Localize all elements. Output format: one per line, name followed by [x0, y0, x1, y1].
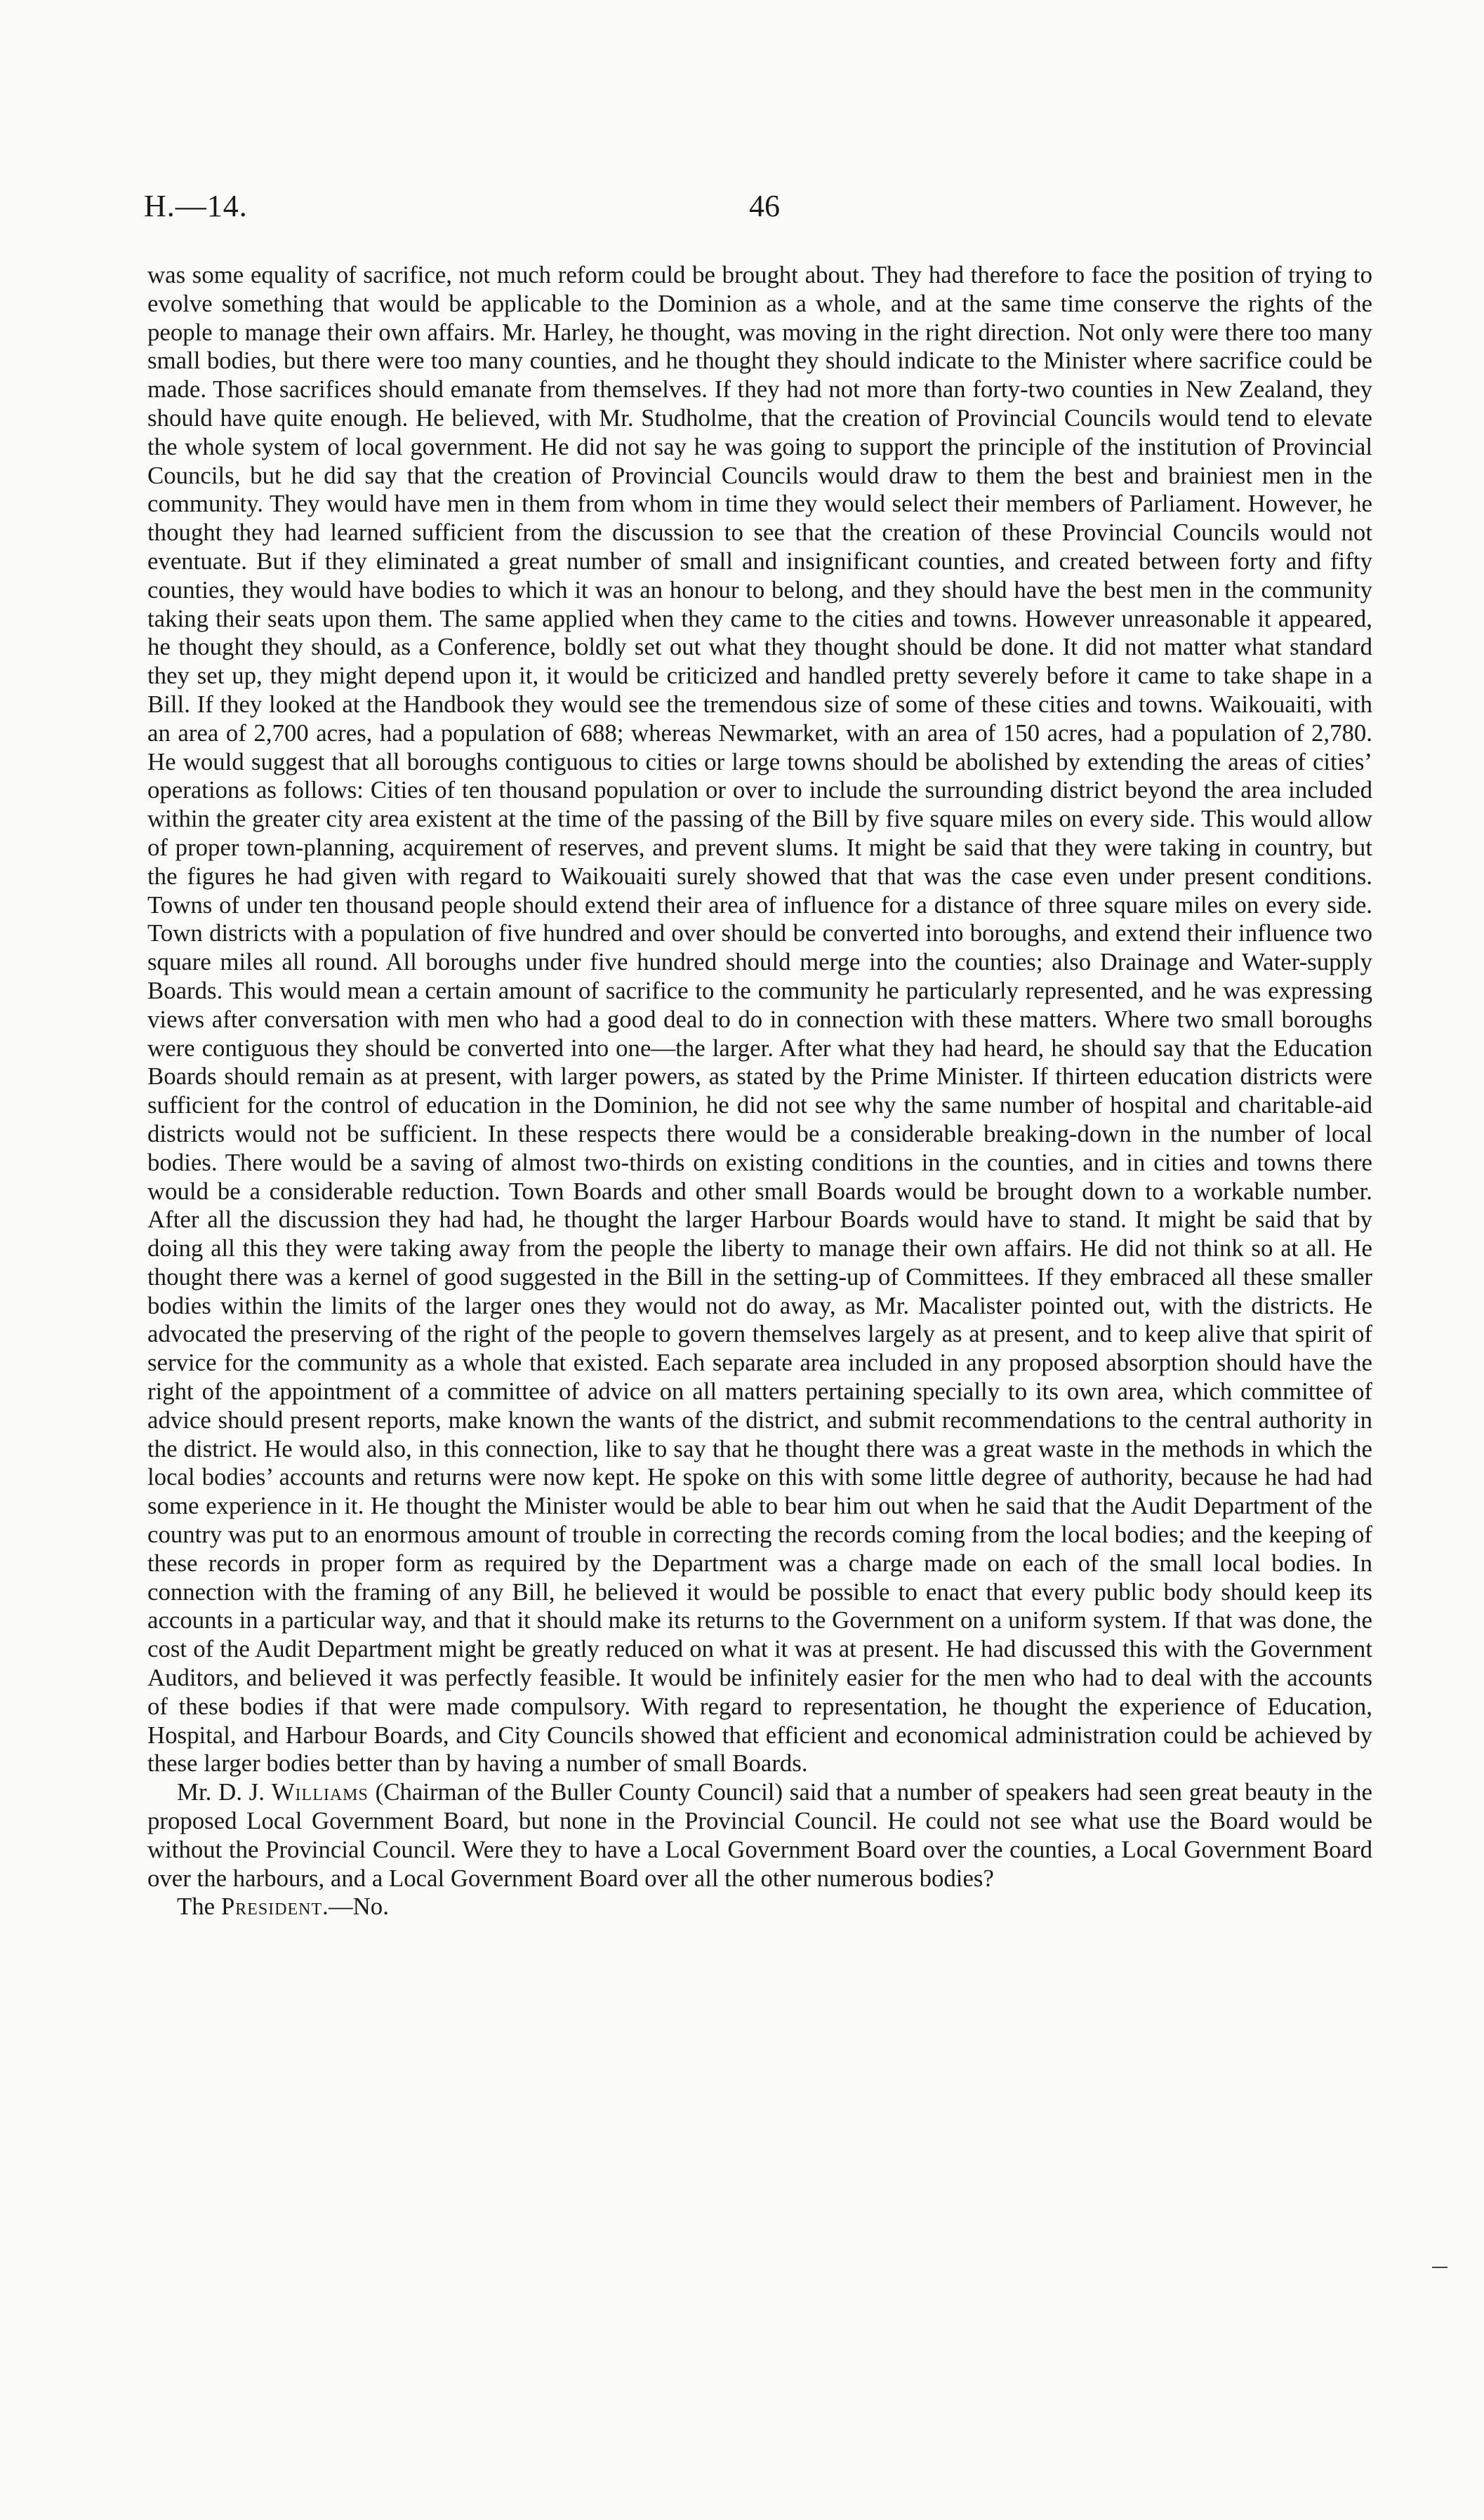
speech-text: (Chairman of the Buller County Council) said that a number of speakers had seen great beauty in the proposed Local Government Board, but none in the Provincial Council. He could not see what use the Board would be without the Provincial Council. Were they to have a Local Government Board over the counties, a Local Government Board over the harbours, and a Local Government Board over all the other numerous bodies? — [147, 1778, 1372, 1892]
speaker-name: Williams — [271, 1778, 369, 1806]
speaker-name: President — [220, 1893, 323, 1921]
page-number: 46 — [749, 189, 780, 223]
body-text — [147, 261, 1372, 1921]
speaker-prefix: The — [177, 1893, 221, 1921]
paragraph-president — [147, 1893, 1372, 1921]
speaker-prefix: Mr. D. J. — [177, 1778, 272, 1806]
page-header — [144, 188, 1365, 244]
document-reference: H.—14. — [144, 189, 248, 223]
paragraph-williams — [147, 1778, 1372, 1893]
margin-mark — [1432, 2267, 1447, 2268]
paragraph-continued: was some equality of sacrifice, not much reform could be brought about. They had therefore to face the position of trying to evolve something that would be applicable to the Dominion as a whole, and at the same time conserve the rights of the people to manage their own affairs. Mr. Harley, he thought, was moving in the right direction. Not only were there too many small bodies, but there were too many counties, and he thought they should indicate to the Minister where sacrifice could be made. Those sacrifices should emanate from themselves. If they had not more than forty-two counties in New Zealand, they should have quite enough. He believed, with Mr. Studholme, that the creation of Provincial Councils would tend to elevate the whole system of local government. He did not say he was going to support the principle of the institution of Provincial Councils, but he did say that the creation of Provincial Councils would draw to them the best and brainiest men in the community. They would have men in them from whom in time they would select their members of Parliament. However, he thought they had learned sufficient from the discussion to see that the creation of these Provincial Councils would not eventuate. But if they eliminated a great number of small and insignificant counties, and created between forty and fifty counties, they would have bodies to which it was an honour to belong, and they should have the best men in the community taking their seats upon them. The same applied when they came to the cities and towns. However unreasonable it appeared, he thought they should, as a Conference, boldly set out what they thought should be done. It did not matter what standard they set up, they might depend upon it, it would be criticized and handled pretty severely before it came to take shape in a Bill. If they looked at the Handbook they would see the tremendous size of some of these cities and towns. Waikouaiti, with an area of 2,700 acres, had a population of 688; whereas Newmarket, with an area of 150 acres, had a population of 2,780. He would suggest that all boroughs contiguous to cities or large towns should be abolished by extending the areas of cities’ operations as follows: Cities of ten thousand population or over to include the surrounding district beyond the area included within the greater city area existent at the time of the passing of the Bill by five square miles on every side. This would allow of proper town-planning, acquirement of reserves, and prevent slums. It might be said that they were taking in country, but the figures he had given with regard to Waikouaiti surely showed that that was the case even under present conditions. Towns of under ten thousand people should extend their area of influence for a distance of three square miles on every side. Town districts with a population of five hundred and over should be converted into boroughs, and extend their influence two square miles all round. All boroughs under five hundred should merge into the counties; also Drainage and Water-supply Boards. This would mean a certain amount of sacrifice to the community he particularly represented, and he was expressing views after conversation with men who had a good deal to do in connection with these matters. Where two small boroughs were contiguous they should be converted into one—the larger. After what they had heard, he should say that the Education Boards should remain as at present, with larger powers, as stated by the Prime Minister. If thirteen education districts were sufficient for the control of education in the Dominion, he did not see why the same number of hospital and charitable-aid districts would not be sufficient. In these respects there would be a considerable breaking-down in the number of local bodies. There would be a saving of almost two-thirds on existing conditions in the counties, and in cities and towns there would be a considerable reduction. Town Boards and other small Boards would be brought down to a workable number. After all the discussion they had had, he thought the larger Harbour Boards would have to stand. It might be said that by doing all this they were taking away from the people the liberty to manage their own affairs. He did not think so at all. He thought there was a kernel of good suggested in the Bill in the setting-up of Committees. If they embraced all these smaller bodies within the limits of the larger ones they would not do away, as Mr. Macalister pointed out, with the districts. He advocated the preserving of the right of the people to govern themselves largely as at present, and to keep alive that spirit of service for the community as a whole that existed. Each separate area included in any proposed absorption should have the right of the appointment of a committee of advice on all matters pertaining specially to its own area, which committee of advice should present reports, make known the wants of the district, and submit recommendations to the central authority in the district. He would also, in this connection, like to say that he thought there was a great waste in the methods in which the local bodies’ accounts and returns were now kept. He spoke on this with some little degree of authority, because he had had some experience in it. He thought the Minister would be able to bear him out when he said that the Audit Department of the country was put to an enormous amount of trouble in correcting the records coming from the local bodies; and the keeping of these records in proper form as required by the Department was a charge made on each of the small local bodies. In connection with the framing of any Bill, he believed it would be possible to enact that every public body should keep its accounts in a particular way, and that it should make its returns to the Government on a uniform system. If that was done, the cost of the Audit Department might be greatly reduced on what it was at present. He had discussed this with the Government Auditors, and believed it was perfectly feasible. It would be infinitely easier for the men who had to deal with the accounts of these bodies if that were made compulsory. With regard to representation, he thought the experience of Education, Hospital, and Harbour Boards, and City Councils showed that efficient and economical administration could be achieved by these larger bodies better than by having a number of small Boards. — [147, 261, 1372, 1778]
speech-text: .—No. — [322, 1893, 389, 1921]
